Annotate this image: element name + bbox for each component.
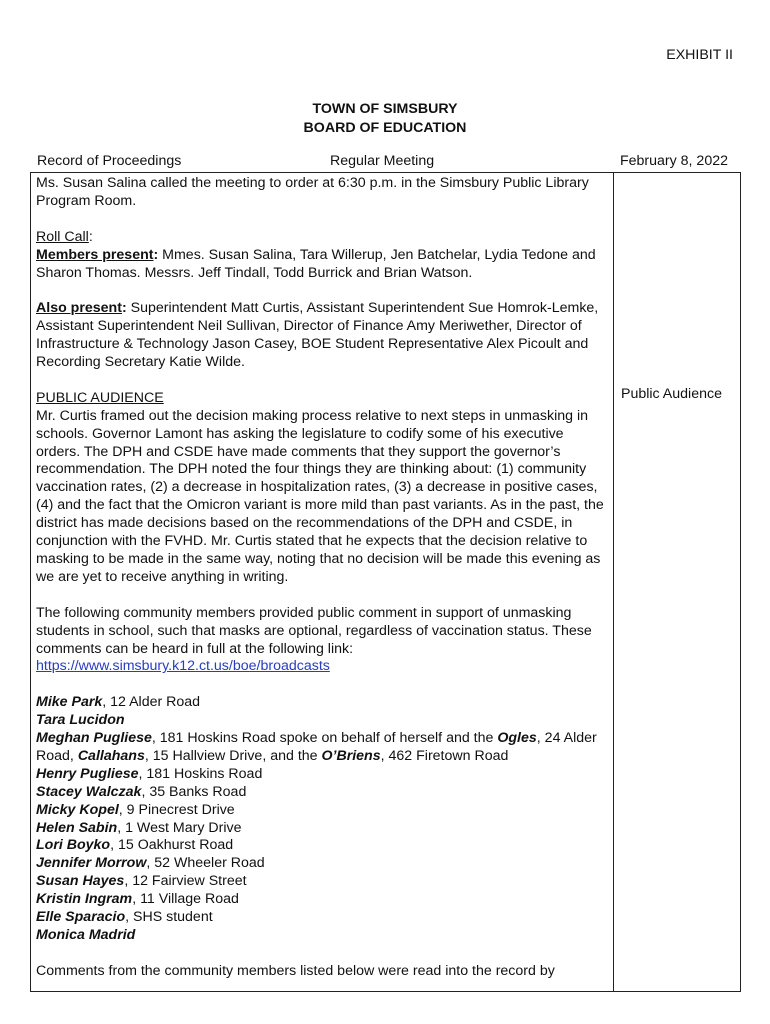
- list-item: Jennifer Morrow, 52 Wheeler Road: [36, 855, 265, 872]
- list-item: Tara Lucidon: [36, 712, 125, 729]
- minutes-body: [36, 175, 608, 999]
- roll-call-section: [36, 229, 608, 372]
- list-item: Henry Pugliese, 181 Hoskins Road: [36, 765, 263, 782]
- list-item: Helen Sabin, 1 West Mary Drive: [36, 819, 242, 836]
- record-label: Record of Proceedings: [37, 153, 182, 169]
- meeting-type: Regular Meeting: [330, 153, 435, 169]
- broadcasts-link[interactable]: https://www.simsbury.k12.ct.us/boe/broadcasts: [36, 658, 330, 675]
- list-item: Monica Madrid: [36, 926, 136, 943]
- public-audience-heading: PUBLIC AUDIENCE: [36, 389, 164, 406]
- list-item: Kristin Ingram, 11 Village Road: [36, 891, 239, 908]
- public-audience-paragraph-1: Mr. Curtis framed out the decision making process relative to next steps in unmasking in schools. Governor Lamont has asking the legislature to codify some of his executive orders. The DPH and CSDE have made comments that they support the governor’s recommendation. The DPH noted the four things they are thinking about: (1) community vaccination rates, (2) a decrease in hospitalization rates, (3) a decrease in positive cases, (4) and the fact that the Omicron variant is more mild than past variants. As in the past, the district has made decisions based on the recommendations of the DPH and CSDE, in conjunction with the FVHD. Mr. Curtis stated that he expects that the decision relative to masking to be made in the same way, noting that no decision will be made this evening as we are yet to receive anything in writing.: [36, 407, 604, 585]
- exhibit-label: EXHIBIT II: [666, 47, 733, 63]
- town-name: TOWN OF SIMSBURY: [312, 101, 458, 117]
- board-name: BOARD OF EDUCATION: [303, 120, 467, 136]
- document-title: [0, 100, 770, 138]
- list-item: Lori Boyko, 15 Oakhurst Road: [36, 837, 234, 854]
- opening-paragraph: Ms. Susan Salina called the meeting to order at 6:30 p.m. in the Simsbury Public Library Program Room.: [36, 175, 589, 209]
- minutes-table: [30, 172, 741, 992]
- list-item: Micky Kopel, 9 Pinecrest Drive: [36, 801, 235, 818]
- side-label-public-audience: Public Audience: [621, 386, 722, 402]
- closing-paragraph: Comments from the community members listed below were read into the record by: [36, 962, 555, 979]
- public-audience-section: [36, 390, 608, 981]
- meeting-date: February 8, 2022: [619, 153, 728, 169]
- list-item: Mike Park, 12 Alder Road: [36, 694, 201, 711]
- public-audience-paragraph-2: The following community members provided public comment in support of unmasking students in school, such that masks are optional, regardless of vaccination status. These comments can be heard in full at the following link: https://www.simsbury.k12.ct.us/boe/broadcasts: [36, 604, 592, 675]
- list-item: Meghan Pugliese, 181 Hoskins Road spoke on behalf of herself and the Ogles, 24 Alder Road, Callahans, 15 Hallview Drive, and the O’Briens, 462 Firetown Road: [36, 730, 597, 764]
- roll-call-heading: Roll Call:: [36, 228, 93, 245]
- list-item: Elle Sparacio, SHS student: [36, 909, 213, 926]
- also-present: Also present: Superintendent Matt Curtis, Assistant Superintendent Sue Homrok-Lemke, Assistant Superintendent Neil Sullivan, Director of Finance Amy Meriwether, Director of Infrastructure & Technology Jason Casey, BOE Student Representative Alex Picoult and Recording Secretary Katie Wilde.: [36, 300, 599, 371]
- commenters-list: [36, 694, 608, 945]
- list-item: Stacey Walczak, 35 Banks Road: [36, 783, 247, 800]
- list-item: Susan Hayes, 12 Fairview Street: [36, 873, 247, 890]
- column-divider: [613, 173, 614, 991]
- members-present: Members present: Mmes. Susan Salina, Tara Willerup, Jen Batchelar, Lydia Tedone and Sharon Thomas. Messrs. Jeff Tindall, Todd Burrick and Brian Watson.: [36, 246, 596, 281]
